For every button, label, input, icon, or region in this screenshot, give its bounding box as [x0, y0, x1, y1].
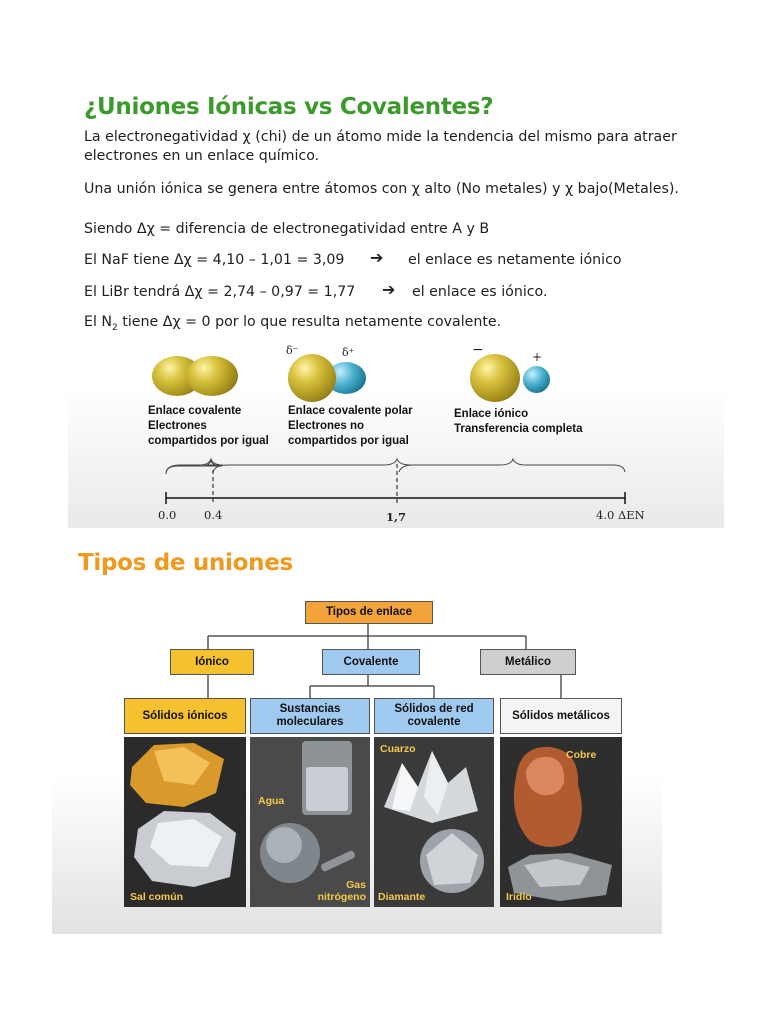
ionic-solids-photo	[124, 737, 246, 907]
libr-conclusion: el enlace es iónico.	[412, 284, 548, 300]
bond-types-slide	[52, 538, 662, 934]
paragraph-electronegativity-line1: La electronegatividad χ (chi) de un átomo mide la tendencia del mismo para atraer	[84, 129, 677, 145]
electronegativity-scale	[68, 88, 724, 528]
covalent-network-photo	[374, 737, 494, 907]
negative-charge: −	[472, 342, 484, 358]
scale-tick-40: 4.0 ΔEN	[596, 508, 645, 522]
covalent-label-line2: Electrones	[148, 420, 207, 432]
paragraph-ionic-union: Una unión iónica se genera entre átomos con χ alto (No metales) y χ bajo(Metales).	[84, 181, 679, 197]
scale-tick-04: 0.4	[204, 508, 223, 522]
partial-positive-charge: δ⁺	[342, 346, 355, 359]
positive-charge: +	[532, 350, 543, 364]
quartz-diamond-image	[374, 737, 494, 907]
electronegativity-slide	[68, 88, 724, 528]
molecular-substances-box: Sustancias moleculares	[250, 698, 370, 734]
slide-title-ionic-vs-covalent: ¿Uniones Iónicas vs Covalentes?	[84, 94, 494, 120]
ionic-label-line1: Enlace iónico	[454, 408, 529, 420]
covalent-label-line3: compartidos por igual	[148, 435, 269, 447]
n2-prefix: El N	[84, 314, 113, 330]
caption-iridium: Iridio	[506, 891, 532, 903]
root-bond-types-box: Tipos de enlace	[305, 601, 433, 624]
paragraph-electronegativity-line2: electrones en un enlace químico.	[84, 148, 320, 164]
n2-rest: tiene Δχ = 0 por lo que resulta netamente covalente.	[117, 314, 502, 330]
polar-label-line3: compartidos por igual	[288, 435, 409, 447]
arrow-right-icon: ➔	[370, 248, 384, 267]
ionic-solids-box: Sólidos iónicos	[124, 698, 246, 734]
partial-negative-charge: δ⁻	[286, 344, 299, 357]
slide-title-bond-types: Tipos de uniones	[78, 550, 293, 576]
covalent-network-solids-box: Sólidos de red covalente	[374, 698, 494, 734]
metallic-solids-photo	[500, 737, 622, 907]
n2-subscript: 2	[112, 322, 118, 333]
molecular-substances-photo	[250, 737, 370, 907]
caption-water: Agua	[258, 795, 285, 807]
polar-label-line2: Electrones no	[288, 420, 365, 432]
naf-conclusion: el enlace es netamente iónico	[408, 252, 622, 268]
caption-diamond: Diamante	[378, 891, 426, 903]
scale-tick-17: 1,7	[386, 510, 407, 524]
ionic-crystals-image	[124, 737, 246, 907]
ionic-category-box: Iónico	[170, 649, 254, 675]
caption-table-salt: Sal común	[130, 891, 184, 903]
caption-nitrogen-gas: Gas nitrógeno	[317, 879, 366, 903]
copper-iridium-image	[500, 737, 622, 907]
libr-calculation: El LiBr tendrá Δχ = 2,74 – 0,97 = 1,77	[84, 284, 356, 300]
covalent-category-box: Covalente	[322, 649, 420, 675]
covalent-label-line1: Enlace covalente	[148, 405, 242, 417]
metallic-category-box: Metálico	[480, 649, 576, 675]
ionic-label-line2: Transferencia completa	[454, 423, 583, 435]
caption-copper: Cobre	[566, 749, 597, 761]
polar-label-line1: Enlace covalente polar	[288, 405, 413, 417]
naf-calculation: El NaF tiene Δχ = 4,10 – 1,01 = 3,09	[84, 252, 345, 268]
metallic-solids-box: Sólidos metálicos	[500, 698, 622, 734]
caption-quartz: Cuarzo	[380, 743, 416, 755]
scale-tick-0: 0.0	[158, 508, 177, 522]
arrow-right-icon: ➔	[382, 280, 396, 299]
paragraph-delta-definition: Siendo Δχ = diferencia de electronegatividad entre A y B	[84, 221, 490, 237]
